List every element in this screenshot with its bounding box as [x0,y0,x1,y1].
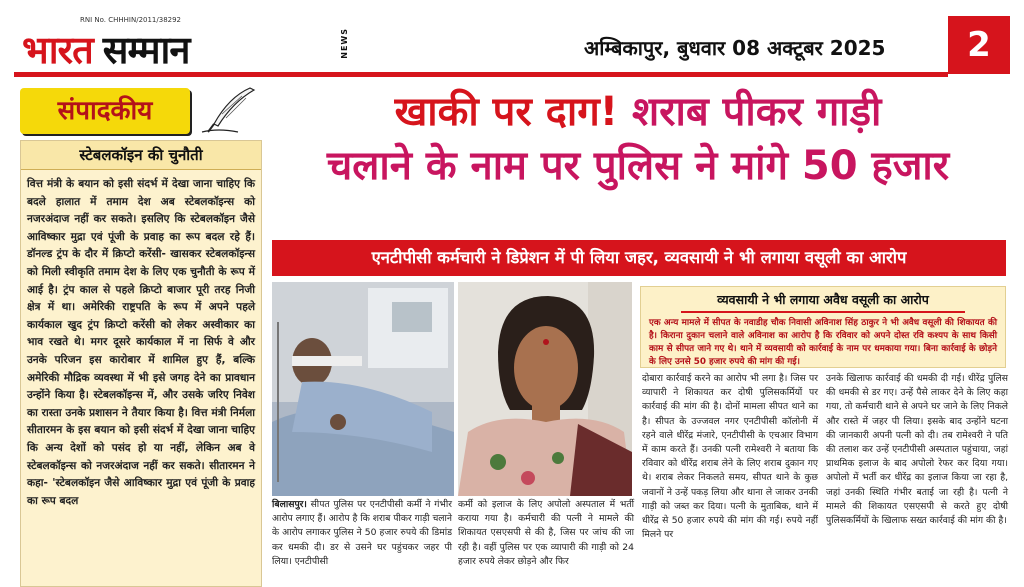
article-column-3: दोबारा कार्रवाई करने का आरोप भी लगा है। जिस पर व्यापारी ने शिकायत कर दोषी पुलिसकर्मियों पर कार्रवाई की मांग की है। दोनों मामला सीपत थाने का है। सीपत के उज्जवल नगर एनटीपीसी कॉलोनी में रहने वाले धीरेंद्र मंजारे, एनटीपीसी के एचआर विभाग में काम करते हैं। उनकी पत्नी रामेश्वरी ने बताया कि रविवार को धीरेंद्र शराब लेने के लिए शराब दुकान गए थे। शराब लेकर निकलते समय, सीपत थाने के कुछ जवानों ने उन्हें पकड़ लिया और थाना ले जाकर उनकी गाड़ी को जब्त कर दिया। पत्नी के मुताबिक, थाने में धीरेंद्र से 50 हजार रुपये की मांग की गई। रुपये नहीं मिलने पर [642,373,818,541]
masthead-rule [14,72,948,77]
masthead [14,16,1010,74]
editorial-body: वित्त मंत्री के बयान को इसी संदर्भ में देखा जाना चाहिए कि बदले हालात में तमाम देश अब स्टेबलकॉइन्स को नजरअंदाज नहीं कर सकते। इसलिए कि स्टेबलकॉइन जैसे आविष्कार मुद्रा एवं पूंजी के प्रवाह का रूप बदल रहे हैं। डॉनल्ड ट्रंप के दौर में क्रिप्टो करेंसी- खासकर स्टेबलकॉइन्स को मिली स्वीकृति तमाम देश के लिए एक चुनौती के रूप में आई है। ट्रंप काल से पहले क्रिप्टो बाजार पूरी तरह निजी क्षेत्र में था। अमेरिकी राष्ट्रपति के रूप में अपने पहले कार्यकाल खुद ट्रंप क्रिप्टो करेंसी को लेकर अस्वीकार का भाव रखते थे। मगर दूसरे कार्यकाल में ना सिर्फ वे और उनके परिजन इस कारोबार में शामिल हुए हैं, बल्कि अमेरिकी मौद्रिक व्यवस्था में भी इसे जगह देने का प्रावधान उन्होंने किया है। स्टेबलकॉइन्स में, और उसके जरिए निवेश का रास्ता उनके प्रशासन ने तैयार किया है। वित्त मंत्री निर्मला सीतारमन के इस बयान को इसी संदर्भ में देखा जाना चाहिए कि अन्य देशों को पसंद हो या नहीं, लेकिन अब वे स्टेबलकॉइन्स को नजरअंदाज नहीं कर सकते। सीतारमन ने कहा- 'स्टेबलकॉइन जैसे आविष्कार मुद्रा एवं पूंजी के प्रवाह का रूप बदल [27,178,255,507]
woman-portrait-photo [458,282,632,496]
quill-pen-icon [198,84,258,136]
editorial-title: स्टेबलकॉइन की चुनौती [21,141,261,170]
logo-part-2: सम्मान [102,27,190,72]
page-number: 2 [948,16,1010,74]
hospital-patient-photo [272,282,454,496]
editorial-badge [20,88,190,134]
side-story-title: व्यवसायी ने भी लगाया अवैध वसूली का आरोप [681,287,965,313]
logo-part-1: भारत [22,27,93,72]
headline-red-part: खाकी पर दाग! [394,89,619,135]
woman-portrait-image [458,282,632,496]
editorial-column [14,80,264,587]
headline-line-1 [268,86,1008,138]
editorial-badge-label: संपादकीय [57,96,153,126]
hospital-scene-image [272,282,454,496]
newspaper-logo [22,20,189,72]
article-column-4: उनके खिलाफ कार्रवाई की धमकी दी गई। धीरेंद्र पुलिस की धमकी से डर गए। उन्हें पैसे लाकर देने के लिए कहा गया, तो कर्मचारी थाने से अपने घर जाने के लिए निकले और रास्ते में जहर पी लिया। इसके बाद उन्होंने घटना की जानकारी अपनी पत्नी को दी। तब रामेश्वरी ने पति की तलाश कर उन्हें एनटीपीसी अस्पताल पहुंचाया, जहां प्राथमिक इलाज के बाद अपोलो रेफर कर दिया गया। अपोलो में भर्ती कर धीरेंद्र का इलाज किया जा रहा है, जहां उनकी स्थिति गंभीर बताई जा रही है। पत्नी ने मामले की शिकायत एसएसपी से करते हुए दोषी पुलिसकर्मियों के खिलाफ सख्त कार्रवाई की मांग की है। [826,373,1008,527]
logo-news-tag: NEWS [340,28,349,59]
main-headline [268,86,1008,194]
dateline: अम्बिकापुर, बुधवार 08 अक्टूबर 2025 [584,36,886,60]
editorial-box [20,140,262,587]
headline-magenta-part: शराब पीकर गाड़ी [631,89,882,135]
article-column-1-text: सीपत पुलिस पर एनटीपीसी कर्मी ने गंभीर आरोप लगाए हैं। आरोप है कि शराब पीकर गाड़ी चलाने के आरोप लगाकर पुलिस ने 50 हजार रुपये की डिमांड कर धमकी दी। डर से उसने घर पहुंचकर जहर पी लिया। एनटीपीसी [272,499,452,567]
article-city: बिलासपुर। [272,499,307,510]
article-column-2: कर्मी को इलाज के लिए अपोलो अस्पताल में भर्ती कराया गया है। कर्मचारी की पत्नी ने मामले की शिकायत एसएसपी से की है, जिस पर जांच की जा रही है। वहीं पुलिस पर एक व्यापारी की गाड़ी को 24 हजार रुपये लेकर छोड़ने और फिर [458,499,634,567]
side-story-box [640,286,1006,368]
article-column-1 [272,498,452,569]
rni-number: RNI No. CHHHIN/2011/38292 [80,16,182,24]
side-story-body: एक अन्य मामले में सीपत के नवाडीह चौक निवासी अविनाश सिंह ठाकुर ने भी अवैध वसूली की शिकायत की है। किराना दुकान चलाने वाले अविनाश का आरोप है कि रविवार को अपने दोस्त रवि कश्यप के साथ किसी काम से सीपत जाने गए थे। थाने में व्यवसायी को कार्रवाई के नाम पर धमकाया गया। बिना कार्रवाई के छोड़ने के लिए उनसे 50 हजार रुपये की मांग की गई। [649,318,997,367]
headline-line-2: चलाने के नाम पर पुलिस ने मांगे 50 हजार [326,143,950,189]
subheadline-banner: एनटीपीसी कर्मचारी ने डिप्रेशन में पी लिया जहर, व्यवसायी ने भी लगाया वसूली का आरोप [272,240,1006,276]
